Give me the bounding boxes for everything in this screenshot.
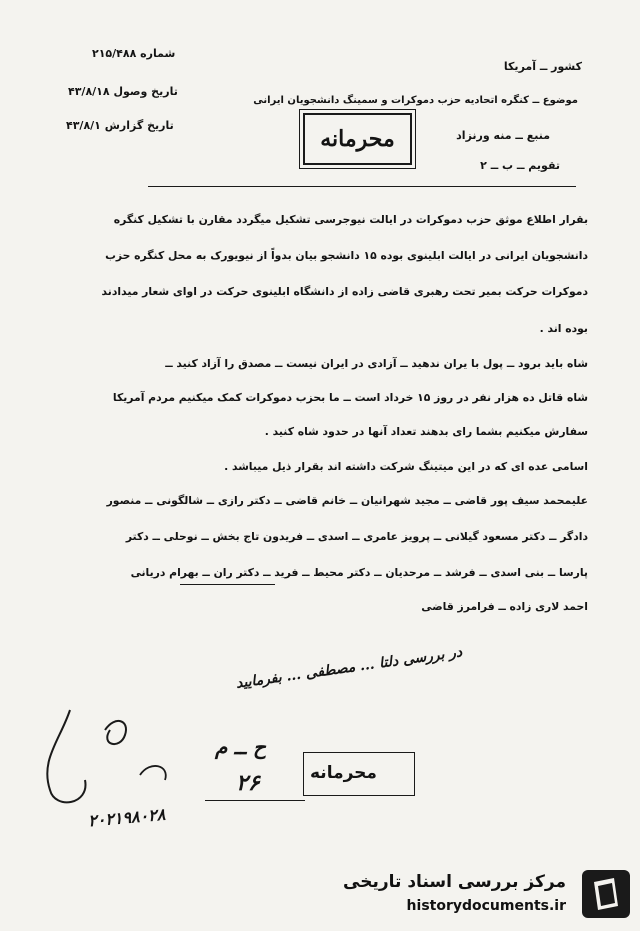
handwritten-code: ح ــ م [215,735,266,759]
body-line: شاه باید برود ــ پول با یران ندهید ــ آزادی در ایران نیست ــ مصدق را آزاد کنید ــ [165,357,588,370]
header-divider [148,186,576,187]
received-date: تاریخ وصول ۴۳/۸/۱۸ [68,85,178,98]
handwritten-number: ۲۶ [236,770,260,796]
body-line: سفارش میکنیم بشما رای بدهند تعداد آنها در حدود شاه کنید . [264,425,588,438]
body-line: اسامی عده ای که در این میتینگ شرکت داشته اند بقرار ذیل میباشد . [224,460,588,473]
body-line: دانشجویان ایرانی در ایالت ابلینوی بوده ۱۵ دانشجو بیان بدواً از نیویورک به محل کنگره حزب [105,249,588,262]
subject-line: موضوع ــ کنگره اتحادیه حزب دموکرات و سمینگ دانشجویان ایرانی [253,95,578,106]
handwritten-underline [205,800,305,801]
archive-logo-icon [580,868,632,920]
handwritten-note: در بررسی دلتا ... مصطفی ... بفرمایید [234,644,464,692]
names-line: دادگر ــ دکتر مسعود گیلانی ــ پرویز عامری ــ اسدی ــ فریدون تاج بخش ــ نوحلی ــ دکتر [125,530,588,543]
body-line: دموکرات حرکت بمیر تحت رهبری قاضی زاده از دانشگاه ابلینوی حرکت در اوای شعار میدادند [101,285,588,298]
bottom-stamp-label: محرمانه [310,763,377,783]
names-line: احمد لاری زاده ــ فرامرز قاضی [421,600,588,613]
body-line: بقرار اطلاع موثق حزب دموکرات در ایالت نیوجرسی تشکیل میگردد مقارن با تشکیل کنگره [113,213,588,226]
source-line: منبع ــ منه ورنزاد [456,129,550,142]
evaluation-line: تقویم ــ ب ــ ۲ [480,159,560,172]
archive-url[interactable]: historydocuments.ir [406,898,566,914]
handwritten-signature-number: ۲۰۲۱۹۸۰۲۸ [87,804,167,831]
body-line: بوده اند . [539,322,588,335]
name-underline [180,584,275,585]
country-line: کشور ــ آمریکا [503,60,582,73]
report-date: تاریخ گزارش ۴۳/۸/۱ [66,119,174,132]
bottom-stamp [303,752,415,796]
names-line: پارسا ــ بنی اسدی ــ فرشد ــ مرحدیان ــ دکتر محیط ــ فرید ــ دکتر ران ــ بهرام دریانی [130,566,588,579]
names-line: علیمحمد سیف پور قاضی ــ مجید شهرانیان ــ خانم قاضی ــ دکتر رازی ــ شالگونی ــ منصور [106,494,588,507]
document-number: شماره ۲۱۵/۴۸۸ [92,47,176,60]
archive-title: مرکز بررسی اسناد تاریخی [343,872,566,892]
body-line: شاه قاتل ده هزار نفر در روز ۱۵ خرداد است ــ ما بحزب دموکرات کمک میکنیم مردم آمریکا [112,391,588,404]
confidential-stamp: محرمانه [303,113,412,165]
